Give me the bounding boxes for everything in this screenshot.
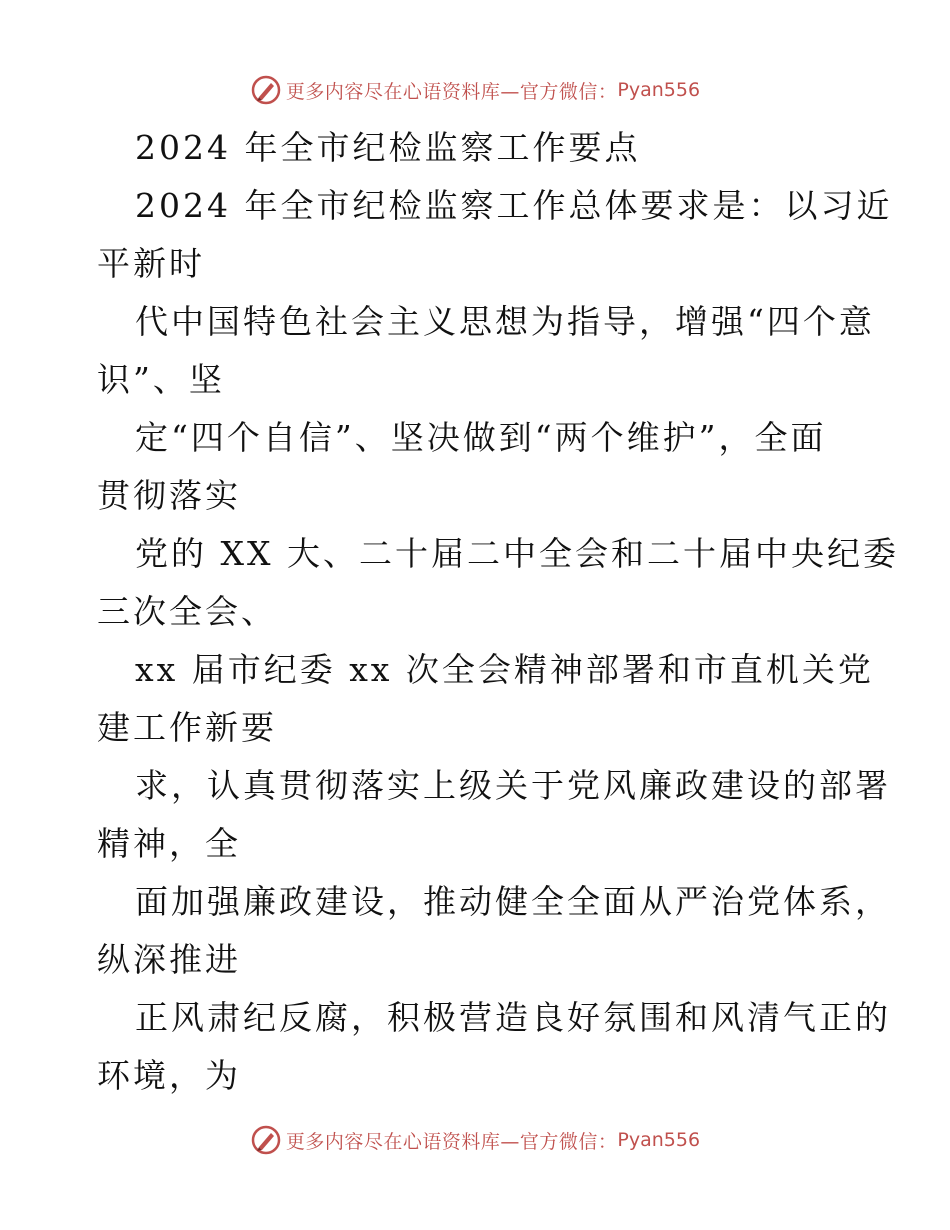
paragraph-line: 建工作新要 <box>97 708 277 747</box>
paragraph-line: 正风肃纪反腐，积极营造良好氛围和风清气正的 <box>135 998 891 1037</box>
paragraph-line: 代中国特色社会主义思想为指导，增强“四个意 <box>135 302 875 341</box>
watermark-wechat-id: Pyan556 <box>617 1129 701 1151</box>
paragraph-line: 求，认真贯彻落实上级关于党风廉政建设的部署 <box>135 766 891 805</box>
paragraph-line: 贯彻落实 <box>97 476 241 515</box>
paragraph-line: 定“四个自信”、坚决做到“两个维护”，全面 <box>135 418 827 457</box>
paragraph-line: 识”、坚 <box>97 360 225 399</box>
document-title: 2024 年全市纪检监察工作要点 <box>135 128 641 167</box>
watermark-wechat-id: Pyan556 <box>617 79 701 101</box>
pen-logo-icon <box>250 74 282 106</box>
paragraph-line: 环境，为 <box>97 1056 241 1095</box>
paragraph-line: 精神，全 <box>97 824 241 863</box>
paragraph-line: xx 届市纪委 xx 次全会精神部署和市直机关党 <box>135 650 874 689</box>
pen-logo-icon <box>250 1124 282 1156</box>
watermark-text: 更多内容尽在心语资料库—官方微信： <box>285 1130 618 1153</box>
footer-watermark <box>0 1120 950 1160</box>
paragraph-line: 三次全会、 <box>97 592 277 631</box>
watermark-text: 更多内容尽在心语资料库—官方微信： <box>285 80 618 103</box>
paragraph-line: 面加强廉政建设，推动健全全面从严治党体系， <box>135 882 891 921</box>
paragraph-line: 2024 年全市纪检监察工作总体要求是：以习近 <box>135 186 893 225</box>
paragraph-line: 平新时 <box>97 244 205 283</box>
header-watermark <box>0 70 950 110</box>
paragraph-line: 纵深推进 <box>97 940 241 979</box>
paragraph-line: 党的 XX 大、二十届二中全会和二十届中央纪委 <box>135 534 899 573</box>
